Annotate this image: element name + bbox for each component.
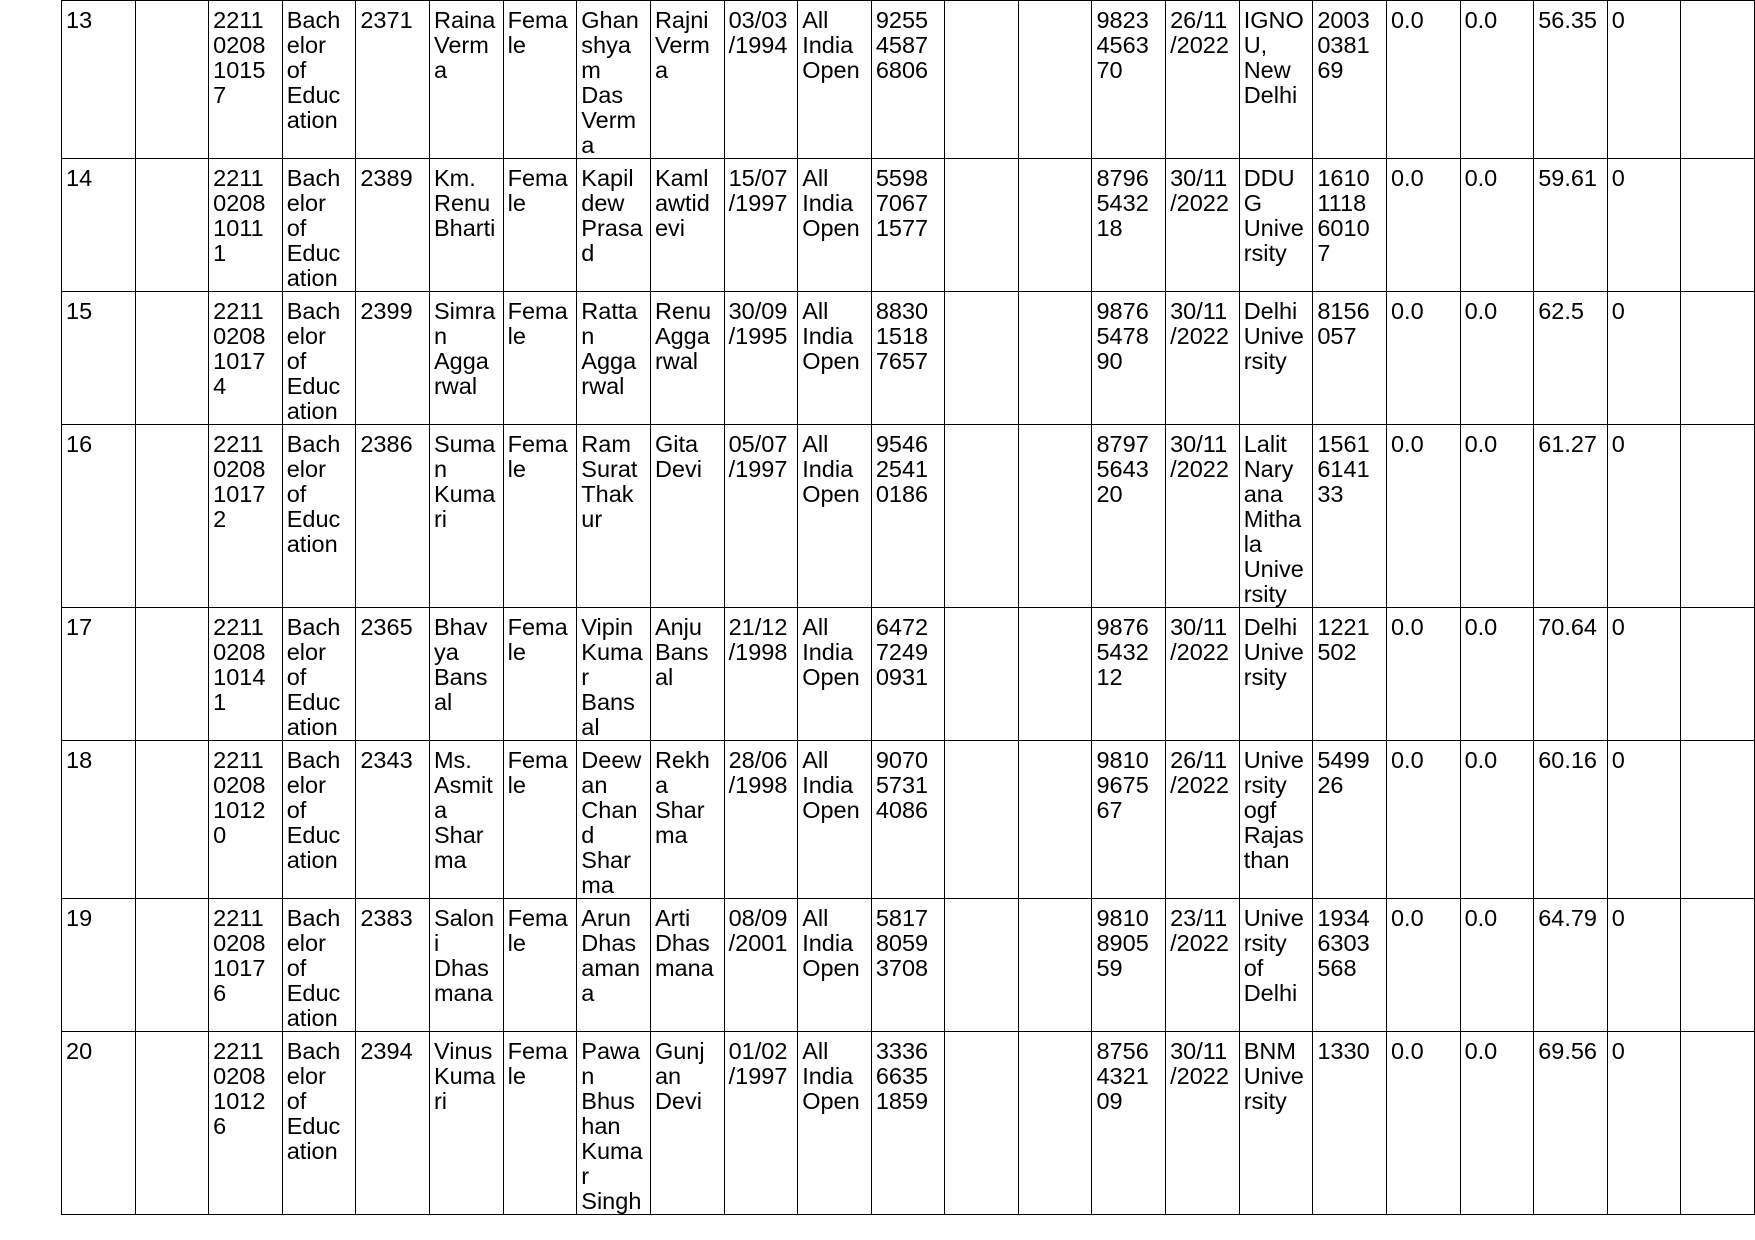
table-cell: 03/03 /1994 [724, 1, 798, 159]
table-cell: Fema le [503, 741, 577, 899]
table-cell [135, 1, 209, 159]
table-cell: Arun Dhas aman a [577, 899, 651, 1032]
table-row [62, 608, 1755, 741]
table-cell: 0.0 [1460, 1032, 1534, 1215]
table-cell: 2211 0208 1017 6 [209, 899, 283, 1032]
table-cell: 5817 8059 3708 [871, 899, 945, 1032]
table-cell: Bach elor of Educ ation [282, 1032, 356, 1215]
table-cell [1681, 292, 1755, 425]
table-cell: Salon i Dhas mana [429, 899, 503, 1032]
table-cell: 15 [62, 292, 136, 425]
table-cell: Ms. Asmit a Shar ma [429, 741, 503, 899]
table-cell [135, 608, 209, 741]
table-cell: Pawa n Bhus han Kuma r Singh [577, 1032, 651, 1215]
table-cell: 2211 0208 1017 4 [209, 292, 283, 425]
table-cell: 2389 [356, 159, 430, 292]
table-cell: 08/09 /2001 [724, 899, 798, 1032]
table-cell: 2211 0208 1012 6 [209, 1032, 283, 1215]
table-cell: Vinus Kuma ri [429, 1032, 503, 1215]
table-cell: 18 [62, 741, 136, 899]
table-cell: 2371 [356, 1, 430, 159]
table-cell: 23/11 /2022 [1166, 899, 1240, 1032]
table-cell [135, 741, 209, 899]
table-cell: Bach elor of Educ ation [282, 899, 356, 1032]
table-cell: Gita Devi [650, 425, 724, 608]
table-cell: 30/11 /2022 [1166, 608, 1240, 741]
table-cell: 60.16 [1534, 741, 1608, 899]
table-cell: 0 [1607, 425, 1681, 608]
table-cell: 0.0 [1386, 1, 1460, 159]
table-cell: 17 [62, 608, 136, 741]
table-cell: 70.64 [1534, 608, 1608, 741]
table-cell: Ratta n Agga rwal [577, 292, 651, 425]
table-cell: 9070 5731 4086 [871, 741, 945, 899]
table-cell: Simra n Agga rwal [429, 292, 503, 425]
table-cell: 0 [1607, 1032, 1681, 1215]
table-cell: Delhi Unive rsity [1239, 608, 1313, 741]
table-cell: 0.0 [1386, 159, 1460, 292]
table-cell: Bach elor of Educ ation [282, 425, 356, 608]
table-cell: 0.0 [1460, 425, 1534, 608]
table-cell: 2365 [356, 608, 430, 741]
table-cell: 19 [62, 899, 136, 1032]
table-cell: 13 [62, 1, 136, 159]
table-cell: 30/11 /2022 [1166, 425, 1240, 608]
table-cell: Raina Verm a [429, 1, 503, 159]
table-cell: 1610 1118 6010 7 [1313, 159, 1387, 292]
table-cell [1681, 425, 1755, 608]
table-cell: 20 [62, 1032, 136, 1215]
table-cell: Ram Surat Thak ur [577, 425, 651, 608]
table-cell: 9546 2541 0186 [871, 425, 945, 608]
table-cell [945, 899, 1019, 1032]
table-cell: Fema le [503, 608, 577, 741]
table-cell: Fema le [503, 1, 577, 159]
table-cell: 1561 6141 33 [1313, 425, 1387, 608]
table-cell [1018, 1, 1092, 159]
table-cell [1681, 1032, 1755, 1215]
table-cell: 2003 0381 69 [1313, 1, 1387, 159]
table-cell: 8830 1518 7657 [871, 292, 945, 425]
table-cell: All India Open [798, 899, 872, 1032]
table-row [62, 899, 1755, 1032]
table-cell: IGNO U, New Delhi [1239, 1, 1313, 159]
table-cell: Fema le [503, 159, 577, 292]
table-cell [1681, 1, 1755, 159]
table-cell: All India Open [798, 1, 872, 159]
table-cell: 9823 4563 70 [1092, 1, 1166, 159]
table-cell: 9810 9675 67 [1092, 741, 1166, 899]
document-page [61, 0, 1755, 1215]
table-cell: 0.0 [1386, 292, 1460, 425]
table-row [62, 741, 1755, 899]
table-cell: Km. Renu Bharti [429, 159, 503, 292]
table-cell [1681, 608, 1755, 741]
table-cell: Unive rsity of Delhi [1239, 899, 1313, 1032]
table-cell: 0 [1607, 292, 1681, 425]
table-cell: 15/07 /1997 [724, 159, 798, 292]
table-row [62, 159, 1755, 292]
table-cell [1018, 1032, 1092, 1215]
table-cell: 8756 4321 09 [1092, 1032, 1166, 1215]
table-cell: 2343 [356, 741, 430, 899]
table-cell [1018, 741, 1092, 899]
table-cell: 2394 [356, 1032, 430, 1215]
table-cell [945, 608, 1019, 741]
table-cell [135, 425, 209, 608]
table-cell: Fema le [503, 1032, 577, 1215]
table-cell [1681, 899, 1755, 1032]
table-cell: 21/12 /1998 [724, 608, 798, 741]
table-cell: 9876 5478 90 [1092, 292, 1166, 425]
table-cell [135, 292, 209, 425]
table-cell: 26/11 /2022 [1166, 1, 1240, 159]
table-cell: Bach elor of Educ ation [282, 1, 356, 159]
table-cell: Ghan shya m Das Verm a [577, 1, 651, 159]
table-cell [1018, 899, 1092, 1032]
table-cell: Lalit Nary ana Mitha la Unive rsity [1239, 425, 1313, 608]
data-table [61, 0, 1755, 1215]
table-cell: 05/07 /1997 [724, 425, 798, 608]
table-cell [945, 1032, 1019, 1215]
table-cell: 16 [62, 425, 136, 608]
table-cell: Rajni Verm a [650, 1, 724, 159]
table-cell [945, 1, 1019, 159]
table-cell: All India Open [798, 741, 872, 899]
table-cell: 2383 [356, 899, 430, 1032]
table-row [62, 1, 1755, 159]
table-cell: Rekh a Shar ma [650, 741, 724, 899]
table-cell: 26/11 /2022 [1166, 741, 1240, 899]
table-cell: Deew an Chan d Shar ma [577, 741, 651, 899]
table-cell: 0.0 [1386, 741, 1460, 899]
table-cell: 0 [1607, 899, 1681, 1032]
table-cell: Fema le [503, 425, 577, 608]
table-cell: All India Open [798, 292, 872, 425]
table-cell: 9255 4587 6806 [871, 1, 945, 159]
table-cell [1681, 741, 1755, 899]
table-cell: Bach elor of Educ ation [282, 741, 356, 899]
table-cell: 14 [62, 159, 136, 292]
table-cell [135, 1032, 209, 1215]
table-cell: 2211 0208 1011 1 [209, 159, 283, 292]
table-cell: 30/11 /2022 [1166, 159, 1240, 292]
table-cell: BNM Unive rsity [1239, 1032, 1313, 1215]
table-cell: 5598 7067 1577 [871, 159, 945, 292]
table-cell: 64.79 [1534, 899, 1608, 1032]
table-cell: 0.0 [1386, 425, 1460, 608]
table-cell: 9810 8905 59 [1092, 899, 1166, 1032]
table-cell: All India Open [798, 159, 872, 292]
table-cell: Fema le [503, 292, 577, 425]
table-cell: Fema le [503, 899, 577, 1032]
table-cell: 8796 5432 18 [1092, 159, 1166, 292]
table-cell: 1221 502 [1313, 608, 1387, 741]
table-cell: 6472 7249 0931 [871, 608, 945, 741]
table-cell: 2211 0208 1012 0 [209, 741, 283, 899]
table-cell: Kaml awtid evi [650, 159, 724, 292]
table-cell [945, 425, 1019, 608]
table-cell: 1330 [1313, 1032, 1387, 1215]
table-cell: 2399 [356, 292, 430, 425]
table-cell: 0.0 [1460, 741, 1534, 899]
table-cell: 0.0 [1460, 292, 1534, 425]
table-cell: 0 [1607, 1, 1681, 159]
table-cell: Arti Dhas mana [650, 899, 724, 1032]
table-cell: 0.0 [1386, 1032, 1460, 1215]
table-cell [1018, 292, 1092, 425]
table-cell [1018, 425, 1092, 608]
table-cell: 1934 6303 568 [1313, 899, 1387, 1032]
table-cell [945, 159, 1019, 292]
table-cell: Unive rsity ogf Rajas than [1239, 741, 1313, 899]
table-cell: 2211 0208 1014 1 [209, 608, 283, 741]
table-cell: 56.35 [1534, 1, 1608, 159]
table-cell: 01/02 /1997 [724, 1032, 798, 1215]
table-cell: Bach elor of Educ ation [282, 608, 356, 741]
table-cell: 0.0 [1386, 608, 1460, 741]
table-cell [135, 899, 209, 1032]
table-cell: 2386 [356, 425, 430, 608]
table-row [62, 1032, 1755, 1215]
table-cell: 0.0 [1386, 899, 1460, 1032]
table-cell: 2211 0208 1017 2 [209, 425, 283, 608]
table-cell: Bach elor of Educ ation [282, 159, 356, 292]
table-cell: Delhi Unive rsity [1239, 292, 1313, 425]
table-cell: Renu Agga rwal [650, 292, 724, 425]
table-cell: 0 [1607, 608, 1681, 741]
table-cell: 3336 6635 1859 [871, 1032, 945, 1215]
table-cell: 0.0 [1460, 1, 1534, 159]
table-cell [945, 292, 1019, 425]
table-cell: 61.27 [1534, 425, 1608, 608]
table-cell [1681, 159, 1755, 292]
table-cell: Kapil dew Prasa d [577, 159, 651, 292]
table-cell: 8797 5643 20 [1092, 425, 1166, 608]
table-cell: 30/09 /1995 [724, 292, 798, 425]
table-cell [1018, 608, 1092, 741]
table-cell: 0.0 [1460, 608, 1534, 741]
table-cell: Bhav ya Bans al [429, 608, 503, 741]
table-cell: Anju Bans al [650, 608, 724, 741]
table-cell: 62.5 [1534, 292, 1608, 425]
table-cell: 9876 5432 12 [1092, 608, 1166, 741]
table-cell: 0 [1607, 159, 1681, 292]
table-cell: 30/11 /2022 [1166, 292, 1240, 425]
table-cell: 0.0 [1460, 899, 1534, 1032]
table-cell: 59.61 [1534, 159, 1608, 292]
table-cell [945, 741, 1019, 899]
table-cell: Bach elor of Educ ation [282, 292, 356, 425]
table-cell: Suma n Kuma ri [429, 425, 503, 608]
table-cell [1018, 159, 1092, 292]
table-cell: 30/11 /2022 [1166, 1032, 1240, 1215]
table-cell: DDU G Unive rsity [1239, 159, 1313, 292]
table-cell: 0.0 [1460, 159, 1534, 292]
table-cell: All India Open [798, 608, 872, 741]
table-cell: All India Open [798, 1032, 872, 1215]
table-cell: 8156 057 [1313, 292, 1387, 425]
table-cell [135, 159, 209, 292]
table-cell: 69.56 [1534, 1032, 1608, 1215]
table-row [62, 425, 1755, 608]
table-cell: 5499 26 [1313, 741, 1387, 899]
table-cell: 0 [1607, 741, 1681, 899]
table-cell: Vipin Kuma r Bans al [577, 608, 651, 741]
table-cell: 28/06 /1998 [724, 741, 798, 899]
table-row [62, 292, 1755, 425]
table-cell: Gunj an Devi [650, 1032, 724, 1215]
table-cell: All India Open [798, 425, 872, 608]
table-cell: 2211 0208 1015 7 [209, 1, 283, 159]
